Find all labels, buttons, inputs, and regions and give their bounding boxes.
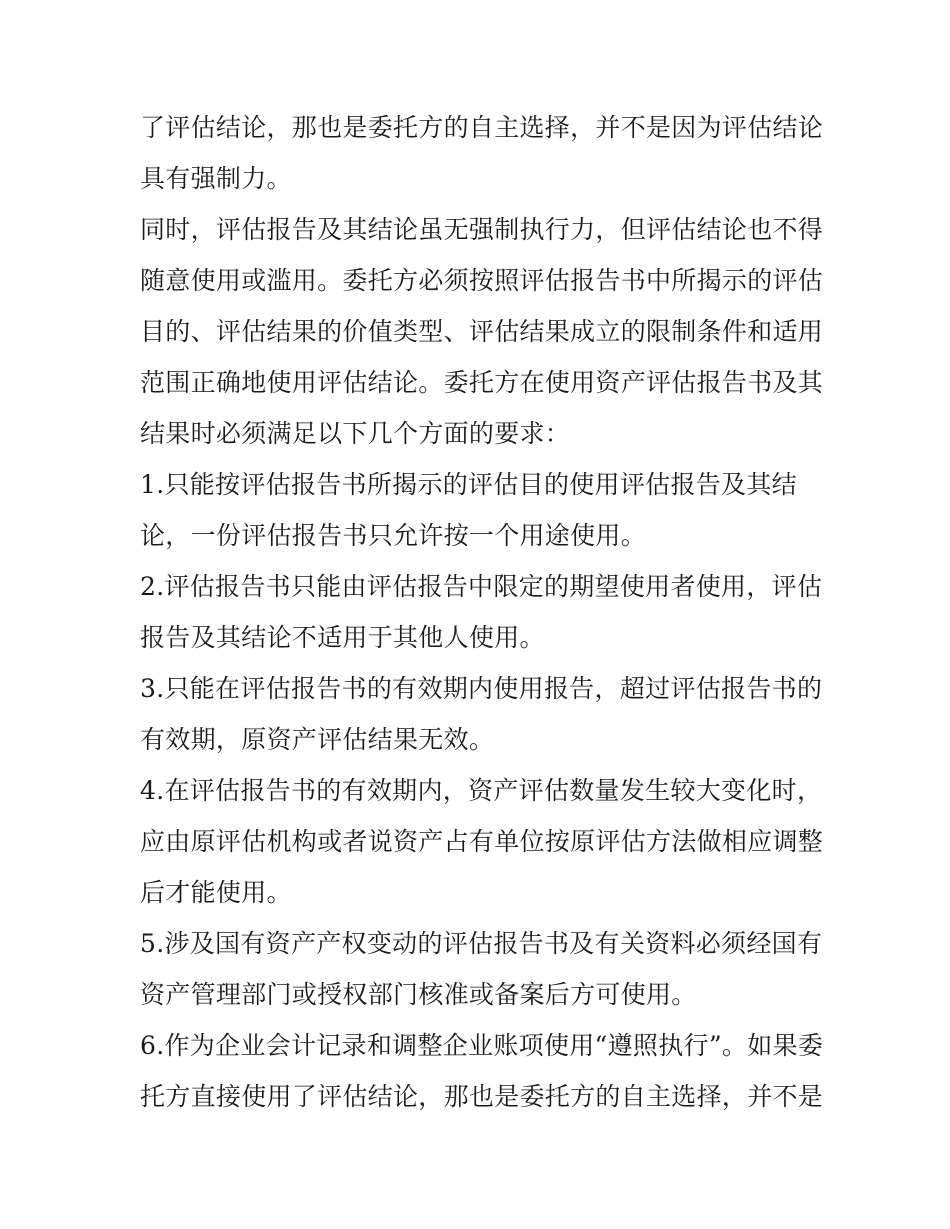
text-line: 报告及其结论不适用于其他人使用。 [140,623,545,652]
text-line: 有效期，原资产评估结果无效。 [140,725,495,754]
text-line: 6.作为企业会计记录和调整企业账项使用“遵照执行”。如果委 [140,1031,824,1060]
text-line: 后才能使用。 [140,878,292,907]
text-line: 同时，评估报告及其结论虽无强制执行力，但评估结论也不得 [140,215,824,244]
text-line: 4.在评估报告书的有效期内，资产评估数量发生较大变化时， [140,776,823,805]
text-line: 2.评估报告书只能由评估报告中限定的期望使用者使用，评估 [140,572,823,601]
text-line: 随意使用或滥用。委托方必须按照评估报告书中所揭示的评估 [140,266,824,295]
text-line: 1.只能按评估报告书所揭示的评估目的使用评估报告及其结 [140,470,797,499]
text-line: 范围正确地使用评估结论。委托方在使用资产评估报告书及其 [140,368,824,397]
text-line: 结果时必须满足以下几个方面的要求： [140,419,571,448]
text-line: 目的、评估结果的价值类型、评估结果成立的限制条件和适用 [140,317,824,346]
text-line: 应由原评估机构或者说资产占有单位按原评估方法做相应调整 [140,827,824,856]
text-line: 5.涉及国有资产产权变动的评估报告书及有关资料必须经国有 [140,929,823,958]
text-line: 资产管理部门或授权部门核准或备案后方可使用。 [140,980,697,1009]
text-line: 3.只能在评估报告书的有效期内使用报告，超过评估报告书的 [140,674,823,703]
text-line: 论，一份评估报告书只允许按一个用途使用。 [140,521,647,550]
text-line: 具有强制力。 [140,164,292,193]
text-line: 托方直接使用了评估结论，那也是委托方的自主选择，并不是 [140,1082,824,1111]
text-line: 了评估结论，那也是委托方的自主选择，并不是因为评估结论 [140,113,824,142]
